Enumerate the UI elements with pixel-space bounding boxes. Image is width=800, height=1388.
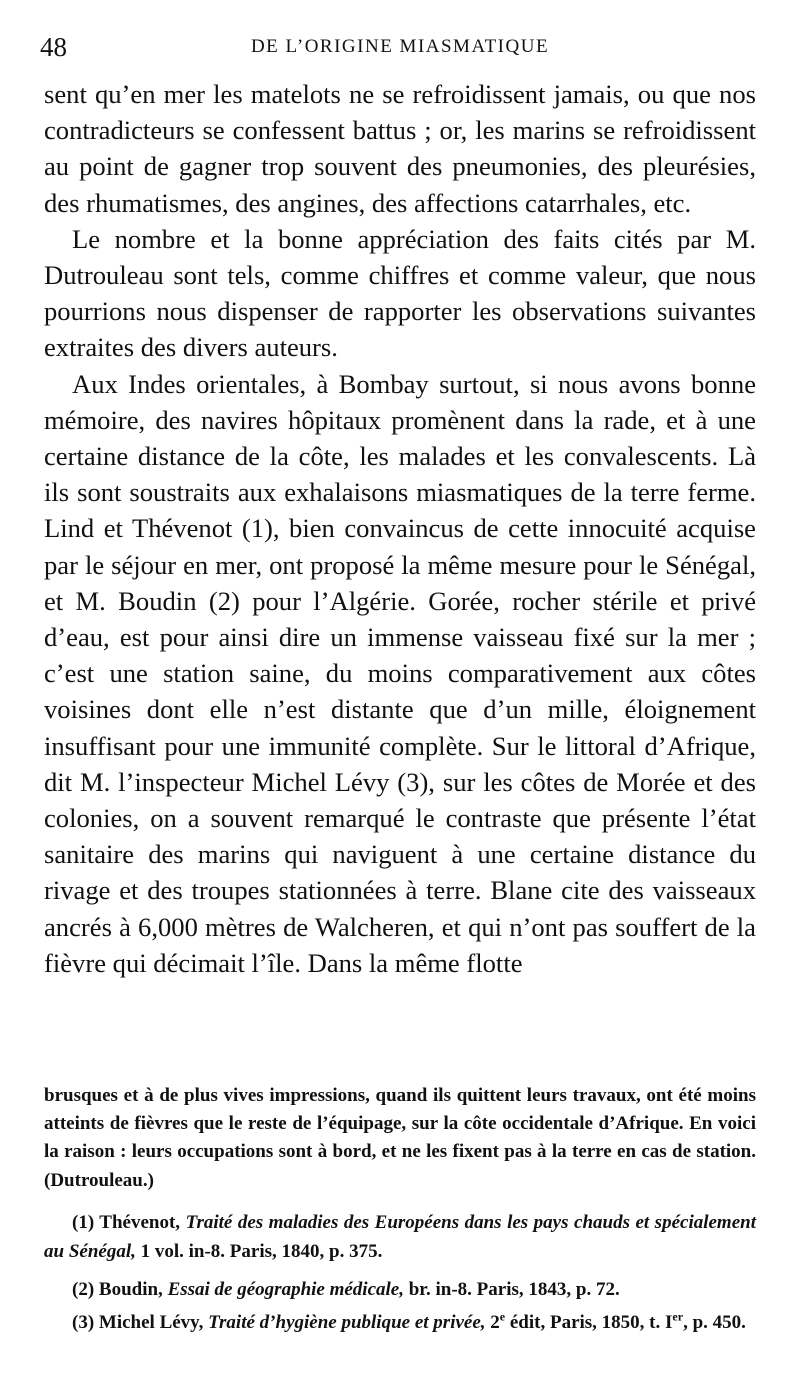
- paragraph: Le nombre et la bonne appréciation des faits cités par M. Dutrouleau sont tels, comme chiffres et comme valeur, que nous pourrions nous dispenser de rapporter les observations suivantes extraites des divers auteurs.: [44, 223, 756, 363]
- footnote-2: (2) Boudin, Essai de géographie médicale, br. in-8. Paris, 1843, p. 72.: [72, 1279, 620, 1300]
- page-header: [40, 32, 760, 64]
- note-continuation: [44, 1082, 756, 1195]
- footnotes: [44, 1208, 756, 1337]
- paragraph: Aux Indes orientales, à Bombay surtout, si nous avons bonne mémoire, des navires hôpitaux promènent dans la rade, et à une certaine distance de la côte, les malades et les convalescents. Là ils sont soustraits aux exhalaisons miasmatiques de la terre ferme. Lind et Thévenot (1), bien convaincus de cette innocuité acquise par le séjour en mer, ont proposé la même mesure pour le Sénégal, et M. Boudin (2) pour l’Algérie. Gorée, rocher stérile et privé d’eau, est pour ainsi dire un immense vaisseau fixé sur la mer ; c’est une station saine, du moins comparativement aux côtes voisines dont elle n’est distante que d’un mille, éloignement insuffisant pour une immunité complète. Sur le littoral d’Afrique, dit M. l’inspecteur Michel Lévy (3), sur les côtes de Morée et des colonies, on a souvent remarqué le contraste que présente l’état sanitaire des marins qui naviguent à une certaine distance du rivage et des troupes stationnées à terre. Blane cite des vaisseaux ancrés à 6,000 mètres de Walcheren, et qui n’ont pas souffert de la fièvre qui décimait l’île. Dans la même flotte: [44, 368, 756, 978]
- footnote-1: (1) Thévenot, Traité des maladies des Européens dans les pays chauds et spécialement au Sénégal, 1 vol. in-8. Paris, 1840, p. 375.: [44, 1212, 756, 1262]
- footnote-3: (3) Michel Lévy, Traité d’hygiène publique et privée, 2e édit, Paris, 1850, t. Ier, p. 450.: [72, 1309, 746, 1333]
- footnote-title: Traité d’hygiène publique et privée,: [208, 1312, 486, 1333]
- note-continuation-text: brusques et à de plus vives impressions, quand ils quittent leurs travaux, ont été moins atteints de fièvres que le reste de l’équipage, sur la côte occidentale d’Afrique. En voici la raison : leurs occupations sont à bord, et ne les fixent pas à la terre en cas de station. (Dutrouleau.): [44, 1085, 756, 1191]
- page-number: 48: [40, 32, 67, 62]
- paragraph-continued: sent qu’en mer les matelots ne se refroidissent jamais, ou que nos contradicteurs se confessent battus ; or, les marins se refroidissent au point de gagner trop souvent des pneumonies, des pleurésies, des rhumatismes, des angines, des affections catarrhales, etc.: [44, 79, 756, 218]
- running-head: DE L’ORIGINE MIASMATIQUE: [250, 36, 550, 57]
- footnote-title: Traité des maladies des Européens dans les pays chauds et spécialement au Sénégal,: [44, 1212, 756, 1262]
- footnote-title: Essai de géographie médicale,: [167, 1279, 404, 1300]
- body-text: [44, 76, 756, 981]
